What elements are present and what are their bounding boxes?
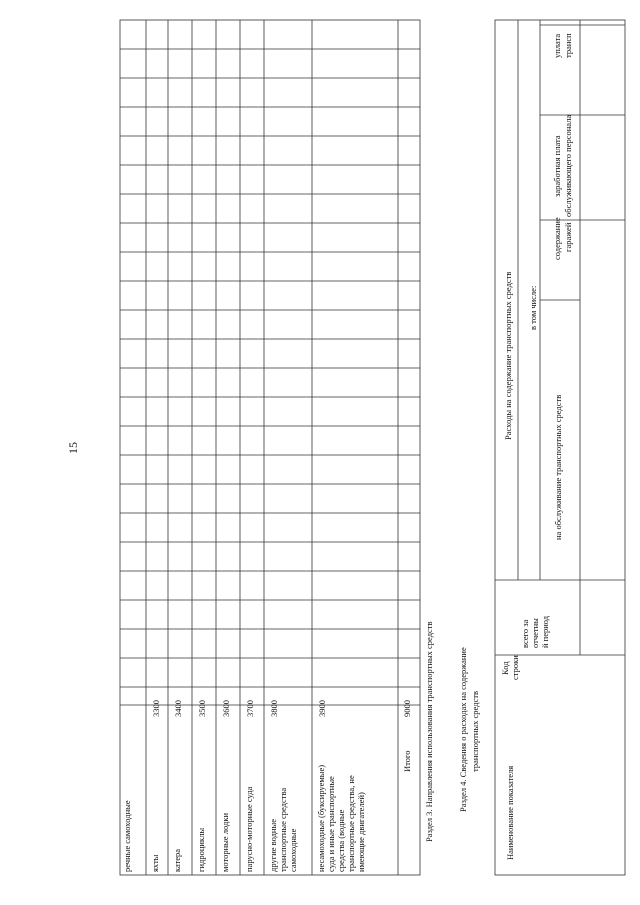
- header-salary-line1: заработная плата: [552, 135, 562, 197]
- row-code: 9000: [402, 700, 412, 717]
- row-code: 3900: [317, 700, 327, 717]
- header-total-line3: й период: [540, 615, 550, 648]
- header-garages-line1: содержание: [552, 217, 562, 260]
- row-label: моторные лодки: [220, 812, 230, 872]
- header-code-line1: Код: [500, 661, 510, 675]
- row-code: 3400: [173, 700, 183, 717]
- row-label: парусно-моторные суда: [244, 786, 254, 872]
- row-code: 3700: [245, 700, 255, 717]
- row-label: несамоходные (буксируемые) суда и иные транспортные средства (водные транспортные средства, не имеющие двигателей): [316, 764, 366, 872]
- row-label: катера: [172, 848, 182, 872]
- section3-title: Раздел 3. Направления использования транспортных средств: [424, 621, 434, 842]
- row-code: 3500: [197, 700, 207, 717]
- header-total-line2: отчетны: [530, 618, 540, 648]
- page-number: 15: [66, 442, 80, 454]
- row-label: яхты: [150, 854, 160, 872]
- row-label: гидроциклы: [196, 827, 206, 872]
- header-including: в том числе:: [528, 285, 538, 330]
- row-code: 3300: [151, 700, 161, 717]
- section3-grid: [120, 20, 420, 875]
- header-tax-line2: трансп: [563, 33, 573, 58]
- row-code: 3800: [269, 700, 279, 717]
- row-code: 3600: [221, 700, 231, 717]
- row-label: другие водные транспортные средства самоходные: [268, 787, 298, 872]
- total-label: Итого: [402, 750, 412, 772]
- header-service: на обслуживание транспортных средств: [553, 394, 563, 540]
- row-label: речные самоходные: [122, 800, 132, 872]
- header-code-line2: строки: [510, 655, 520, 680]
- section4-title-line2: транспортных средств: [470, 691, 480, 772]
- header-garages-line2: гаражей: [563, 222, 573, 252]
- header-expenses: Расходы на содержание транспортных средств: [503, 271, 513, 440]
- header-name: Наименование показателя: [505, 765, 515, 860]
- section4-title-line1: Раздел 4. Сведения о расходах на содержание: [458, 647, 468, 812]
- header-tax-line1: уплата: [552, 33, 562, 58]
- header-total-line1: всего за: [520, 619, 530, 648]
- header-salary-line2: обслуживающего персонала: [563, 114, 573, 217]
